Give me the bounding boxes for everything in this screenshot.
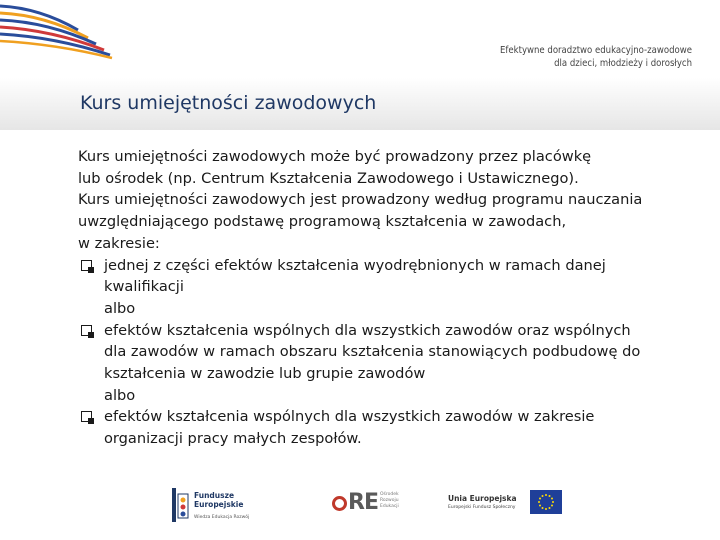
body-text — [78, 146, 698, 450]
ore-side-text — [380, 492, 399, 510]
bullet-text: efektów kształcenia wspólnych dla wszystkich zawodów w zakresie — [104, 408, 595, 426]
bullet-text: jednej z części efektów kształcenia wyodrębnionych w ramach danej — [104, 256, 606, 274]
bullet-text: kwalifikacji — [104, 278, 184, 296]
slide-title: Kurs umiejętności zawodowych — [80, 92, 377, 114]
bullet-item-2 — [78, 320, 698, 385]
connector-or: albo — [104, 386, 136, 404]
body-line: uwzględniającego podstawę programową kształcenia w zawodach, — [78, 213, 567, 231]
fe-subtitle: Wiedza Edukacja Rozwój — [194, 515, 250, 520]
footer-logos — [0, 480, 720, 526]
eu-flag-icon — [530, 490, 562, 514]
tagline-line-1: Efektywne doradztwo edukacyjno-zawodowe — [499, 45, 692, 56]
bullet-text: organizacji pracy małych zespołów. — [104, 430, 362, 448]
fe-line-2: Europejskie — [194, 500, 244, 509]
fundusze-europejskie-logo — [172, 488, 272, 524]
eu-title: Unia Europejska — [448, 494, 517, 503]
eu-logo — [448, 490, 566, 518]
ore-word: RE — [348, 490, 378, 515]
tagline-line-2: dla dzieci, młodzieży i dorosłych — [554, 58, 692, 69]
checkbox-bullet-icon — [81, 325, 92, 336]
ore-side-line: Rozwoju — [380, 498, 399, 503]
eu-subtitle: Europejski Fundusz Społeczny — [448, 505, 516, 510]
body-line: w zakresie: — [78, 234, 160, 252]
fe-title — [194, 491, 243, 509]
bullet-item-3 — [78, 406, 698, 449]
header-tagline — [500, 44, 692, 70]
fe-star-mark-icon — [172, 488, 190, 522]
bullet-text: kształcenia w zawodzie lub grupie zawodów — [104, 365, 426, 383]
ore-logo — [330, 490, 410, 522]
body-line: Kurs umiejętności zawodowych może być prowadzony przez placówkę — [78, 148, 592, 165]
checkbox-bullet-icon — [81, 411, 92, 422]
connector-or: albo — [104, 299, 136, 317]
bullet-text: efektów kształcenia wspólnych dla wszystkich zawodów oraz wspólnych — [104, 321, 631, 339]
bullet-text: dla zawodów w ramach obszaru kształcenia stanowiących podbudowę do — [104, 343, 641, 361]
fe-line-1: Fundusze — [194, 491, 235, 500]
ore-side-line: Ośrodek — [380, 492, 399, 497]
body-line: Kurs umiejętności zawodowych jest prowadzony według programu nauczania — [78, 191, 643, 209]
ore-circle-icon — [332, 496, 347, 511]
checkbox-bullet-icon — [81, 260, 92, 271]
ore-side-line: Edukacji — [380, 504, 399, 509]
bullet-item-1 — [78, 255, 698, 298]
body-line: lub ośrodek (np. Centrum Kształcenia Zawodowego i Ustawicznego). — [78, 169, 579, 187]
decorative-swooshes — [0, 0, 120, 60]
